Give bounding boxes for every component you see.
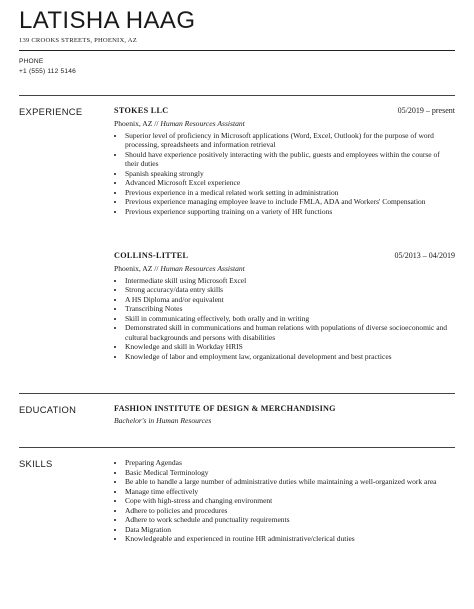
list-item: • Cope with high-stress and changing environment — [125, 496, 455, 506]
job-role: Human Resources Assistant — [160, 119, 245, 128]
list-item: • Demonstrated skill in communications and human relations with populations of diverse socioeconomic and cultural backgrounds and persons with disabilities — [125, 323, 455, 342]
list-item: • Should have experience positively interacting with the public, guests and employees within the course of their duties — [125, 150, 455, 169]
list-item: • Advanced Microsoft Excel experience — [125, 178, 455, 188]
job-dates: 05/2013 – 04/2019 — [394, 251, 455, 260]
list-item: • Previous experience managing employee leave to include FMLA, ADA and Workers' Compensation — [125, 197, 455, 207]
job-bullets — [114, 131, 455, 217]
job-header — [114, 251, 455, 263]
job-location: Phoenix, AZ // — [114, 264, 159, 273]
candidate-name: LATISHA HAAG — [19, 7, 196, 34]
job-role: Human Resources Assistant — [160, 264, 245, 273]
list-item: • Manage time effectively — [125, 487, 455, 497]
job-company: STOKES LLC — [114, 106, 169, 115]
skills-section-title: SKILLS — [19, 458, 53, 469]
list-item: • Strong accuracy/data entry skills — [125, 285, 455, 295]
job-bullets — [114, 276, 455, 362]
list-item: • Knowledgeable and experienced in routine HR administrative/clerical duties — [125, 534, 455, 544]
header-rule — [19, 50, 455, 51]
list-item: • Previous experience in a medical related work setting in administration — [125, 188, 455, 198]
education-section-title: EDUCATION — [19, 404, 77, 415]
education-degree: Bachelor's in Human Resources — [114, 415, 212, 425]
phone-label: PHONE — [19, 58, 44, 65]
list-item: • Knowledge of labor and employment law, organizational development and best practices — [125, 352, 455, 362]
list-item: • Adhere to policies and procedures — [125, 506, 455, 516]
skills-list — [114, 458, 455, 544]
job-subtitle — [114, 264, 455, 274]
job-header — [114, 106, 455, 118]
job-dates: 05/2019 – present — [397, 106, 455, 115]
phone-number: +1 (555) 112 5146 — [19, 68, 76, 75]
list-item: • Be able to handle a large number of administrative duties while maintaining a well-organized work area — [125, 477, 455, 487]
candidate-address: 139 CROOKS STREETS, PHOENIX, AZ — [19, 37, 137, 44]
education-divider — [19, 393, 455, 394]
list-item: • Transcribing Notes — [125, 304, 455, 314]
list-item: • Knowledge and skill in Workday HRIS — [125, 342, 455, 352]
experience-section-title: EXPERIENCE — [19, 106, 83, 117]
skills-divider — [19, 447, 455, 448]
job-location: Phoenix, AZ // — [114, 119, 159, 128]
list-item: • Data Migration — [125, 525, 455, 535]
education-school: FASHION INSTITUTE OF DESIGN & MERCHANDISING — [114, 404, 336, 413]
education-entry — [114, 404, 455, 425]
list-item: • Adhere to work schedule and punctuality requirements — [125, 515, 455, 525]
experience-divider — [19, 95, 455, 96]
job-entry — [114, 106, 455, 216]
list-item: • A HS Diploma and/or equivalent — [125, 295, 455, 305]
job-subtitle — [114, 119, 455, 129]
list-item: • Skill in communicating effectively, both orally and in writing — [125, 314, 455, 324]
list-item: • Preparing Agendas — [125, 458, 455, 468]
skills-list-container — [114, 458, 455, 544]
job-company: COLLINS-LITTEL — [114, 251, 189, 260]
list-item: • Intermediate skill using Microsoft Excel — [125, 276, 455, 286]
list-item: • Basic Medical Terminology — [125, 468, 455, 478]
job-entry — [114, 251, 455, 361]
list-item: • Spanish speaking strongly — [125, 169, 455, 179]
list-item: • Previous experience supporting training on a variety of HR functions — [125, 207, 455, 217]
list-item: • Superior level of proficiency in Microsoft applications (Word, Excel, Outlook) for the purpose of word processing, spreadsheets and information retrieval — [125, 131, 455, 150]
